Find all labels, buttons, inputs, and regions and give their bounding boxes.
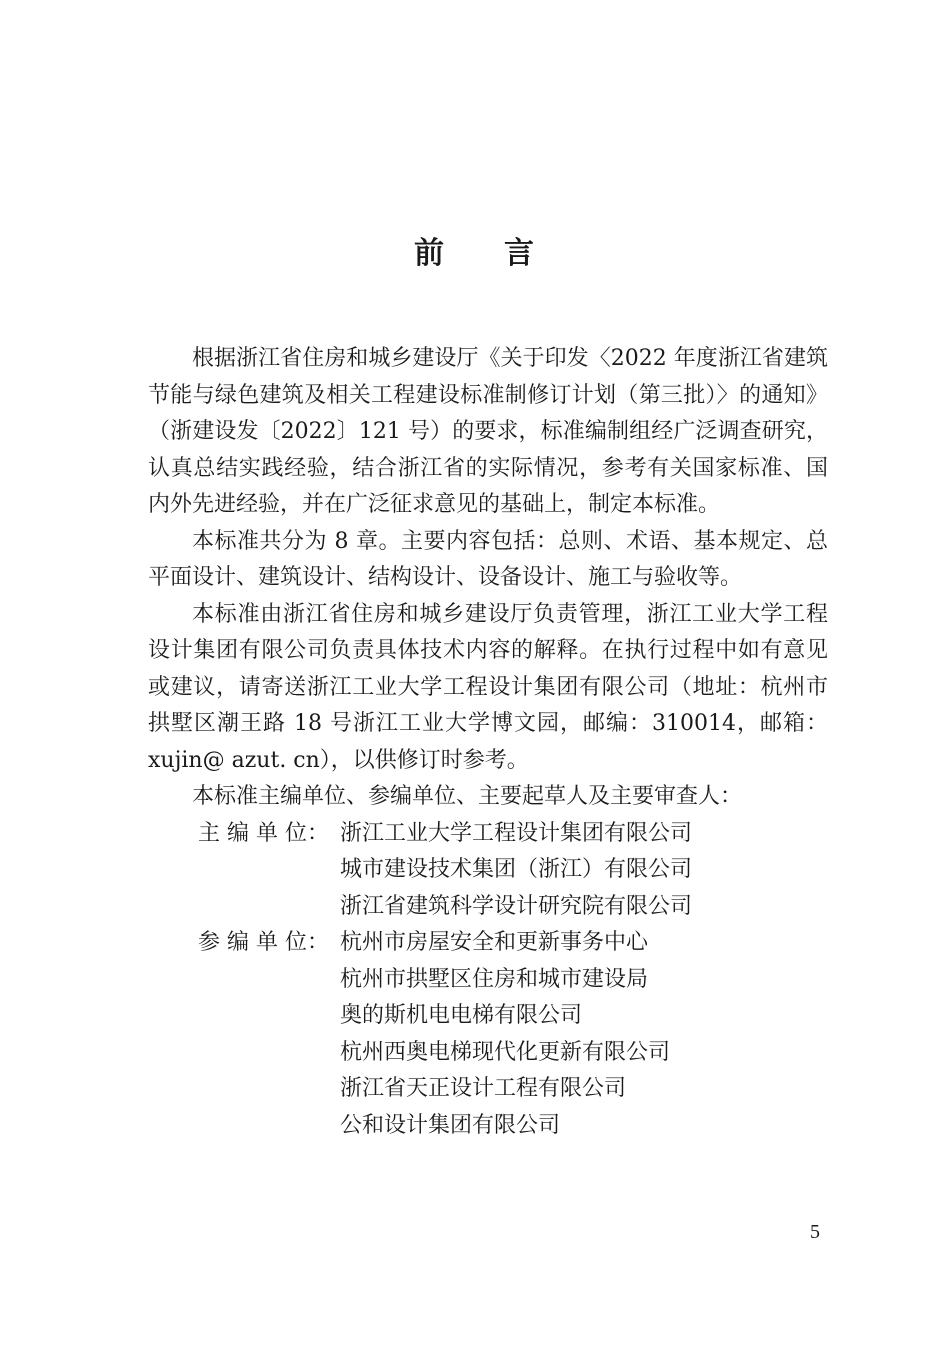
participating-unit-item: 奥的斯机电电梯有限公司 bbox=[340, 1003, 583, 1028]
participating-unit-item: 杭州西奥电梯现代化更新有限公司 bbox=[340, 1039, 671, 1065]
chief-unit-item: 浙江工业大学工程设计集团有限公司 bbox=[340, 820, 693, 846]
chief-units-label: 主 编 单 位： bbox=[198, 820, 329, 846]
title-char-2: 言 bbox=[504, 236, 536, 271]
paragraph-management-contact: 本标准由浙江省住房和城乡建设厅负责管理，浙江工业大学工程设计集团有限公司负责具体技术内容的解释。在执行过程中如有意见或建议，请寄送浙江工业大学工程设计集团有限公司（地址：杭州市拱墅区潮王路 18 号浙江工业大学博文园，邮编：310014，邮箱：xujin@ azut. cn），以供修订时参考。 bbox=[148, 601, 828, 773]
chief-units-section bbox=[148, 816, 828, 926]
participating-unit-item: 杭州市房屋安全和更新事务中心 bbox=[340, 930, 649, 955]
participating-units-list bbox=[340, 925, 828, 1144]
paragraph-chapter-summary: 本标准共分为 8 章。主要内容包括：总则、术语、基本规定、总平面设计、建筑设计、结构设计、设备设计、施工与验收等。 bbox=[148, 528, 828, 590]
chief-unit-item: 城市建设技术集团（浙江）有限公司 bbox=[340, 857, 693, 882]
paragraph-units-intro: 本标准主编单位、参编单位、主要起草人及主要审查人： bbox=[192, 784, 743, 809]
participating-units-section bbox=[148, 925, 828, 1144]
page-title bbox=[0, 232, 950, 276]
participating-units-label: 参 编 单 位： bbox=[198, 930, 329, 955]
preface-body bbox=[148, 341, 828, 1144]
title-char-1: 前 bbox=[414, 236, 446, 271]
chief-units-list bbox=[340, 816, 828, 926]
chief-unit-item: 浙江省建筑科学设计研究院有限公司 bbox=[340, 893, 693, 919]
paragraph-compilation-basis: 根据浙江省住房和城乡建设厅《关于印发〈2022 年度浙江省建筑节能与绿色建筑及相关工程建设标准制修订计划（第三批）〉的通知》（浙建设发〔2022〕121 号）的要求，标准编制组经广泛调查研究，认真总结实践经验，结合浙江省的实际情况，参考有关国家标准、国内外先进经验，并在广泛征求意见的基础上，制定本标准。 bbox=[148, 346, 828, 517]
participating-unit-item: 杭州市拱墅区住房和城市建设局 bbox=[340, 966, 649, 992]
participating-unit-item: 公和设计集团有限公司 bbox=[340, 1112, 561, 1138]
page-number: 5 bbox=[810, 1221, 820, 1243]
participating-unit-item: 浙江省天正设计工程有限公司 bbox=[340, 1076, 627, 1101]
